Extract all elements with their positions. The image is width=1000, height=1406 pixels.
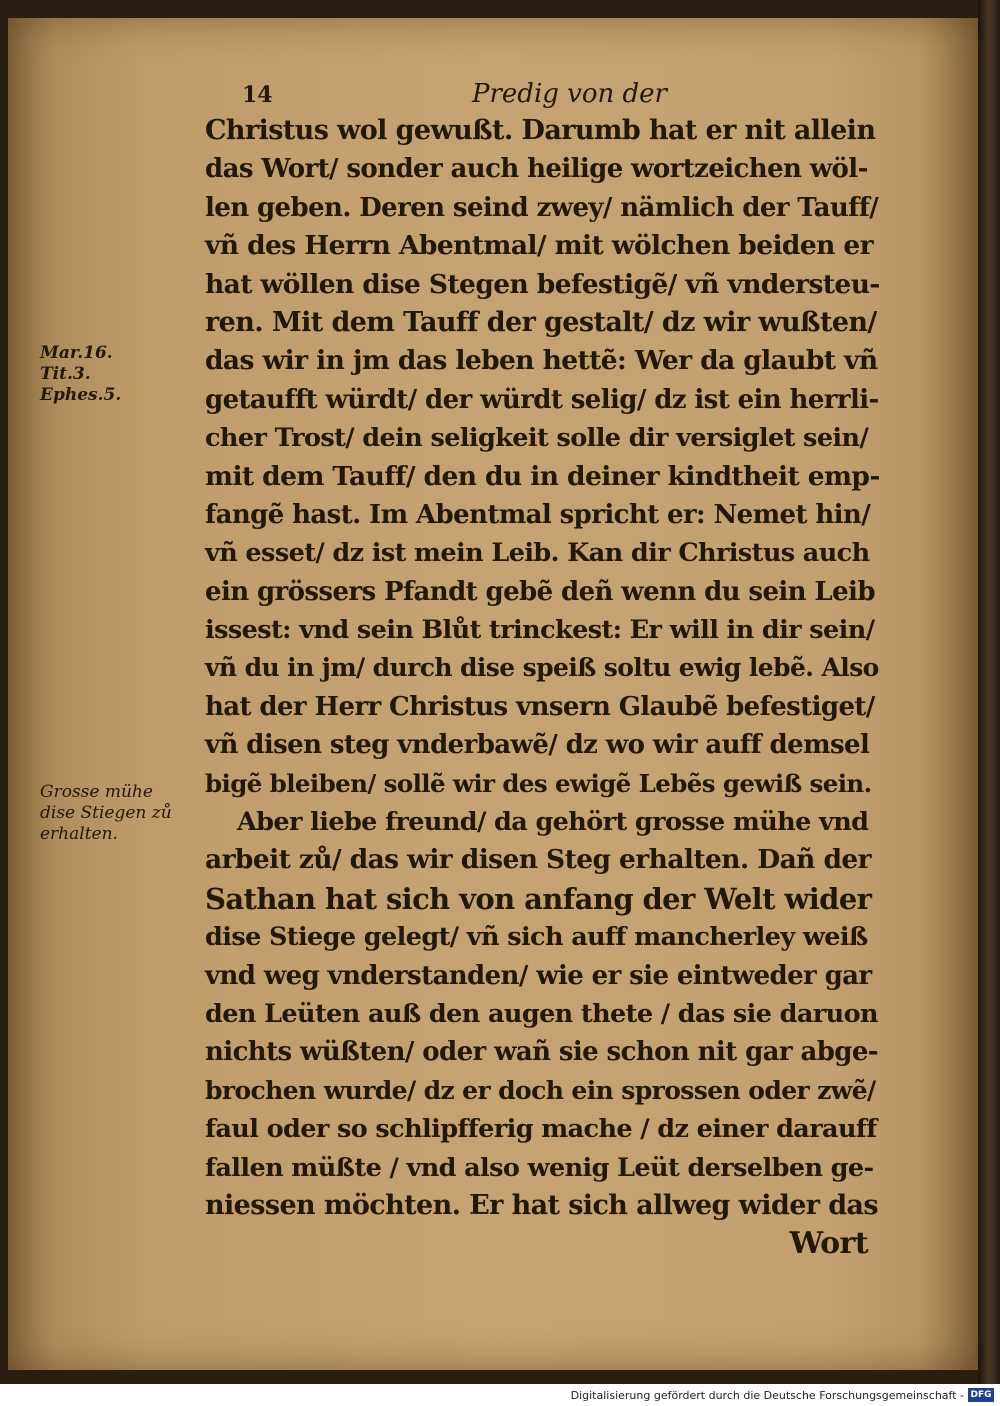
running-head <box>232 78 872 112</box>
margin-note-line: Grosse mühe <box>40 782 153 802</box>
margin-note-steg <box>40 782 208 845</box>
text-line: issest: vnd sein Blůt trinckest: Er will in dir sein/ <box>205 615 875 646</box>
margin-ref: Tit.3. <box>40 364 91 384</box>
text-line: Christus wol gewußt. Darumb hat er nit allein <box>205 115 876 146</box>
text-line: ren. Mit dem Tauff der gestalt/ dz wir wußten/ <box>205 306 877 338</box>
text-line: das wir in jm das leben hettẽ: Wer da glaubt vñ <box>205 345 878 377</box>
text-line: vñ esset/ dz ist mein Leib. Kan dir Christus auch <box>205 538 870 569</box>
text-line: arbeit zů/ das wir disen Steg erhalten. Dañ der <box>205 844 871 876</box>
text-line: len geben. Deren seind zwey/ nämlich der Tauff/ <box>205 192 879 223</box>
body-text <box>205 112 880 1264</box>
text-line: cher Trost/ dein seligkeit solle dir versiglet sein/ <box>205 423 869 454</box>
catchword: Wort <box>789 1226 868 1262</box>
text-line: niessen möchten. Er hat sich allweg wider das <box>205 1189 878 1221</box>
page-number: 14 <box>242 82 273 108</box>
text-line: vñ disen steg vnderbawẽ/ dz wo wir auff demsel <box>205 730 870 761</box>
text-line: das Wort/ sonder auch heilige wortzeichen wöl- <box>205 154 868 185</box>
text-line: getaufft würdt/ der würdt selig/ dz ist ein herrli- <box>205 384 879 415</box>
margin-note-line: erhalten. <box>40 824 118 844</box>
margin-ref: Mar.16. <box>40 343 113 363</box>
text-line: Sathan hat sich von anfang der Welt wider <box>205 881 872 916</box>
text-line: vnd weg vnderstanden/ wie er sie eintweder gar <box>205 960 872 991</box>
footer-bar <box>0 1386 1000 1406</box>
margin-note-line: dise Stiegen zů <box>40 803 172 823</box>
text-line: fallen müßte / vnd also wenig Leüt derselben ge- <box>205 1152 874 1183</box>
text-line: dise Stiege gelegt/ vñ sich auff mancherley weiß <box>205 922 868 953</box>
text-line: den Leüten auß den augen thete / das sie daruon <box>205 998 878 1029</box>
running-title: Predig von der <box>472 79 667 109</box>
book-edge <box>978 0 1000 1384</box>
text-line: vñ du in jm/ durch dise speiß soltu ewig lebẽ. Also <box>205 653 879 683</box>
dfg-logo: DFG <box>968 1388 994 1402</box>
text-line: vñ des Herrn Abentmal/ mit wölchen beiden er <box>205 230 874 262</box>
text-line: bigẽ bleiben/ sollẽ wir des ewigẽ Lebẽs gewiß sein. <box>205 768 872 798</box>
margin-ref: Ephes.5. <box>40 385 122 405</box>
text-line: faul oder so schlipfferig mache / dz einer darauff <box>205 1114 877 1145</box>
text-line: brochen wurde/ dz er doch ein sprossen oder zwẽ/ <box>205 1075 876 1105</box>
text-line: hat wöllen dise Stegen befestigẽ/ vñ vndersteu- <box>205 268 880 300</box>
text-line: fangẽ hast. Im Abentmal spricht er: Nemet hin/ <box>205 499 871 530</box>
margin-note-references <box>40 343 208 406</box>
text-line: mit dem Tauff/ den du in deiner kindtheit emp- <box>205 460 880 492</box>
text-line-paragraph-start: Aber liebe freund/ da gehört grosse mühe vnd <box>237 807 869 838</box>
text-line: nichts wüßten/ oder wañ sie schon nit gar abge- <box>205 1037 878 1068</box>
text-line: hat der Herr Christus vnsern Glaubẽ befestiget/ <box>205 691 875 722</box>
funding-credit: Digitalisierung gefördert durch die Deutsche Forschungsgemeinschaft - <box>570 1389 964 1402</box>
text-line: ein grössers Pfandt gebẽ deñ wenn du sein Leib <box>205 576 875 607</box>
